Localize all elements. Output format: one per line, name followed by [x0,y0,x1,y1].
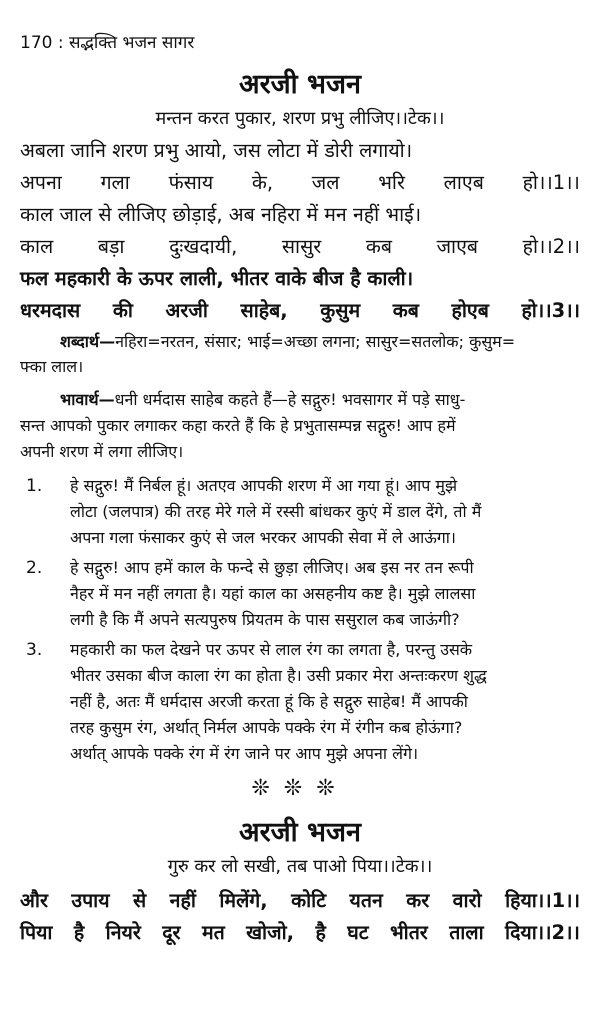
glossary-text: नहिरा=नरतन, संसार; भाई=अच्छा लगना; सासुर=सतलोक; कुसुम= [115,332,516,351]
verse-word: गला [100,171,130,194]
verse-word: कोटि [291,889,327,912]
verse-word: जल [311,171,340,194]
verse-line [20,918,580,945]
glossary [20,330,580,352]
verse-line [20,296,580,323]
glossary-label: शब्दार्थ— [60,332,116,351]
section-title: अरजी भजन [238,817,362,848]
verse-word: बड़ा [97,235,125,258]
section-title: अरजी भजन [238,69,362,100]
meaning-line: सन्त आपको पुकार लगाकर कहा करते हैं कि हे प्रभुतासम्पन्न सद्गुरु! आप हमें [20,416,456,435]
verse-word: फंसाय [168,171,214,194]
verse-word: घट [347,921,369,944]
verse-word: मत [201,921,225,944]
verse-word: दिया।।2।। [505,921,580,944]
meaning-line: अपनी शरण में लगा लीजिए। [20,442,184,461]
item-line: लोटा (जलपात्र) की तरह मेरे गले में रस्सी बांधकर कुएं में डाल देंगे, तो मैं [70,502,482,521]
verse-word: ताला [449,921,484,944]
item-line: अर्थात् आपके पक्के रंग में रंग जाने पर आप मुझे अपना लेंगे। [70,744,419,763]
glossary-continued: फ्का लाल। [20,357,84,376]
tek-line: गुरु कर लो सखी, तब पाओ पिया।।टेक।। [167,856,433,877]
verse-word: हो।।2।। [522,235,580,258]
section-divider: ❊❊❊ [251,776,349,801]
verse-word: धरमदास [20,299,81,322]
item-number: 3. [26,640,43,660]
item-line: लगी है कि मैं अपने सत्यपुरुष प्रियतम के पास ससुराल कब जाऊंगी? [70,610,460,629]
verse-word: कर [406,889,430,912]
verse-word: खोजो, [246,921,295,944]
verse-word: के, [251,171,274,194]
item-line: हे सद्गुरु! आप हमें काल के फन्दे से छुड़ा लीजिए। अब इस नर तन रूपी [70,558,474,577]
verse-word: कब [365,235,392,258]
verse-line [20,232,580,259]
verse-word: साहेब, [240,299,288,322]
item-line: नैहर में मन नहीं लगता है। यहां काल का असहनीय कष्ट है। मुझे लालसा [70,584,476,603]
verse-word: दूर [162,921,181,944]
verse-word: की [112,299,133,322]
verse-word: मिलेंगे, [219,889,268,912]
verse-word: हिया।।1।। [505,889,580,912]
meaning-label: भावार्थ— [60,390,115,409]
item-line: अपना गला फंसाकर कुएं से जल भरकर आपकी सेवा में ले आऊंगा। [70,528,456,547]
item-line: भीतर उसका बीज काला रंग का होता है। उसी प्रकार मेरा अन्तःकरण शुद्ध [70,666,487,685]
verse-line: अबला जानि शरण प्रभु आयो, जस लोटा में डोरी लगायो। [20,139,413,162]
verse-word: अपना [20,171,62,194]
verse-word: जाएब [436,235,479,258]
item-line: हे सद्गुरु! मैं निर्बल हूं। अतएव आपकी शरण में आ गया हूं। आप मुझे [70,476,458,495]
item-number: 2. [26,558,43,578]
verse-word: अरजी [165,299,208,322]
verse-word: काल [20,235,54,258]
verse-word: और [20,889,48,912]
verse-word: भीतर [389,921,428,944]
running-head: 170 : सद्भक्ति भजन सागर [20,33,195,53]
verse-word: से [133,889,147,912]
verse-word: है [315,921,326,944]
verse-word: है [73,921,85,944]
verse-word: होएब [451,299,489,322]
verse-line: फल महकारी के ऊपर लाली, भीतर वाके बीज है काली। [20,267,414,290]
verse-word: दुःखदायी, [169,235,238,258]
verse-word: नियरे [105,921,141,944]
tek-line: मन्तन करत पुकार, शरण प्रभु लीजिए।।टेक।। [155,108,445,129]
verse-line [20,886,580,913]
meaning-text: धनी धर्मदास साहेब कहते हैं—हे सद्गुरु! भवसागर में पड़े साधु- [114,390,466,409]
verse-word: सासुर [281,235,322,258]
verse-word: कुसुम [320,299,361,322]
verse-word: कब [392,299,419,322]
item-line: नहीं है, अतः मैं धर्मदास अरजी करता हूं कि हे सद्गुरु साहेब! मैं आपकी [70,692,468,711]
verse-word: हो।।3।। [521,299,580,322]
verse-word: हो।।1।। [522,171,580,194]
meaning [20,388,580,410]
verse-word: भरि [378,171,405,194]
verse-word: लाएब [443,171,484,194]
verse-word: पिया [20,921,53,944]
verse-word: उपाय [71,889,110,912]
item-line: महकारी का फल देखने पर ऊपर से लाल रंग का लगता है, परन्तु उसके [70,640,473,659]
verse-word: वारो [452,889,482,912]
verse-word: यतन [349,889,383,912]
verse-word: नहीं [169,889,196,912]
verse-line [20,168,580,195]
verse-line: काल जाल से लीजिए छोड़ाई, अब नहिरा में मन नहीं भाई। [20,203,422,226]
item-line: तरह कुसुम रंग, अर्थात् निर्मल आपके पक्के रंग में रंगीन कब होऊंगा? [70,718,463,737]
item-number: 1. [26,476,43,496]
